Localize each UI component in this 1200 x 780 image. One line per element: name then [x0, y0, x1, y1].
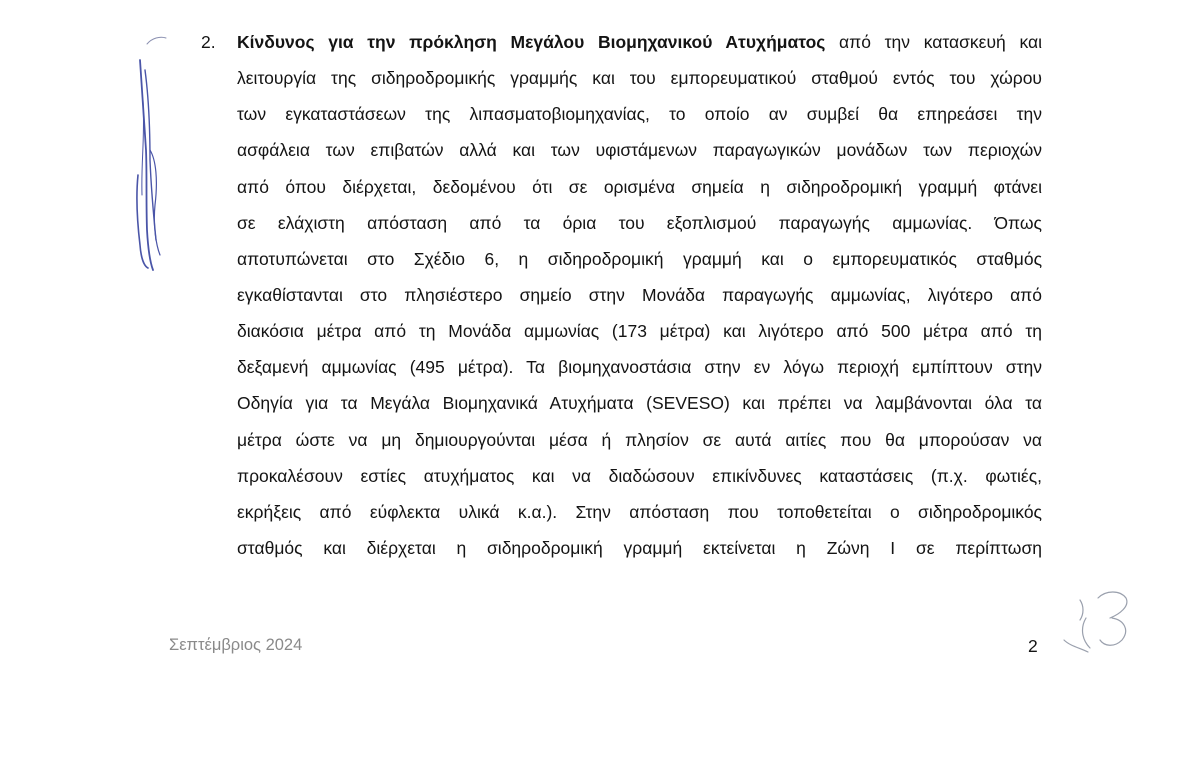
heading-continuation: από την κατασκευή και	[825, 32, 1042, 52]
paragraph-line: μέτρα ώστε να μη δημιουργούνται μέσα ή πλησίον σε αυτά αιτίες που θα μπορούσαν να	[237, 429, 1042, 450]
paragraph-line: δεξαμενή αμμωνίας (495 μέτρα). Τα βιομηχανοστάσια στην εν λόγω περιοχή εμπίπτουν στην	[237, 357, 1042, 378]
body-paragraph	[237, 27, 1042, 569]
paragraph-line: σταθμός και διέρχεται η σιδηροδρομική γραμμή εκτείνεται η Ζώνη Ι σε περίπτωση	[237, 537, 1042, 558]
paragraph-line: ασφάλεια των επιβατών αλλά και των υφιστάμενων παραγωγικών μονάδων των περιοχών	[237, 140, 1042, 161]
paragraph-line: σε ελάχιστη απόσταση από τα όρια του εξοπλισμού παραγωγής αμμωνίας. Όπως	[237, 212, 1042, 233]
list-item-number: 2.	[201, 32, 216, 52]
paragraph-line: λειτουργία της σιδηροδρομικής γραμμής και του εμπορευματικού σταθμού εντός του χώρου	[237, 68, 1042, 89]
signature-icon	[137, 37, 166, 270]
paragraph-line: εγκαθίστανται στο πλησιέστερο σημείο στην Μονάδα παραγωγής αμμωνίας, λιγότερο από	[237, 284, 1042, 305]
footer-date: Σεπτέμβριος 2024	[169, 636, 303, 654]
paragraph-line: των εγκαταστάσεων της λιπασματοβιομηχανίας, το οποίο αν συμβεί θα επηρεάσει την	[237, 104, 1042, 125]
pencil-scribble-icon	[1064, 592, 1127, 652]
paragraph-line: αποτυπώνεται στο Σχέδιο 6, η σιδηροδρομική γραμμή και ο εμπορευματικός σταθμός	[237, 248, 1042, 269]
page-number: 2	[1028, 636, 1038, 656]
paragraph-line-heading	[237, 27, 1042, 63]
paragraph-line: από όπου διέρχεται, δεδομένου ότι σε ορισμένα σημεία η σιδηροδρομική γραμμή φτάνει	[237, 176, 1042, 197]
paragraph-line: εκρήξεις από εύφλεκτα υλικά κ.α.). Στην απόσταση που τοποθετείται ο σιδηροδρομικός	[237, 501, 1042, 522]
paragraph-line: διακόσια μέτρα από τη Μονάδα αμμωνίας (173 μέτρα) και λιγότερο από 500 μέτρα από τη	[237, 321, 1042, 342]
paragraph-line: Οδηγία για τα Μεγάλα Βιομηχανικά Ατυχήματα (SEVESO) και πρέπει να λαμβάνονται όλα τα	[237, 393, 1042, 414]
bold-heading: Κίνδυνος για την πρόκληση Μεγάλου Βιομηχανικού Ατυχήματος	[237, 32, 826, 52]
paragraph-line: προκαλέσουν εστίες ατυχήματος και να διαδώσουν επικίνδυνες καταστάσεις (π.χ. φωτιές,	[237, 465, 1042, 486]
